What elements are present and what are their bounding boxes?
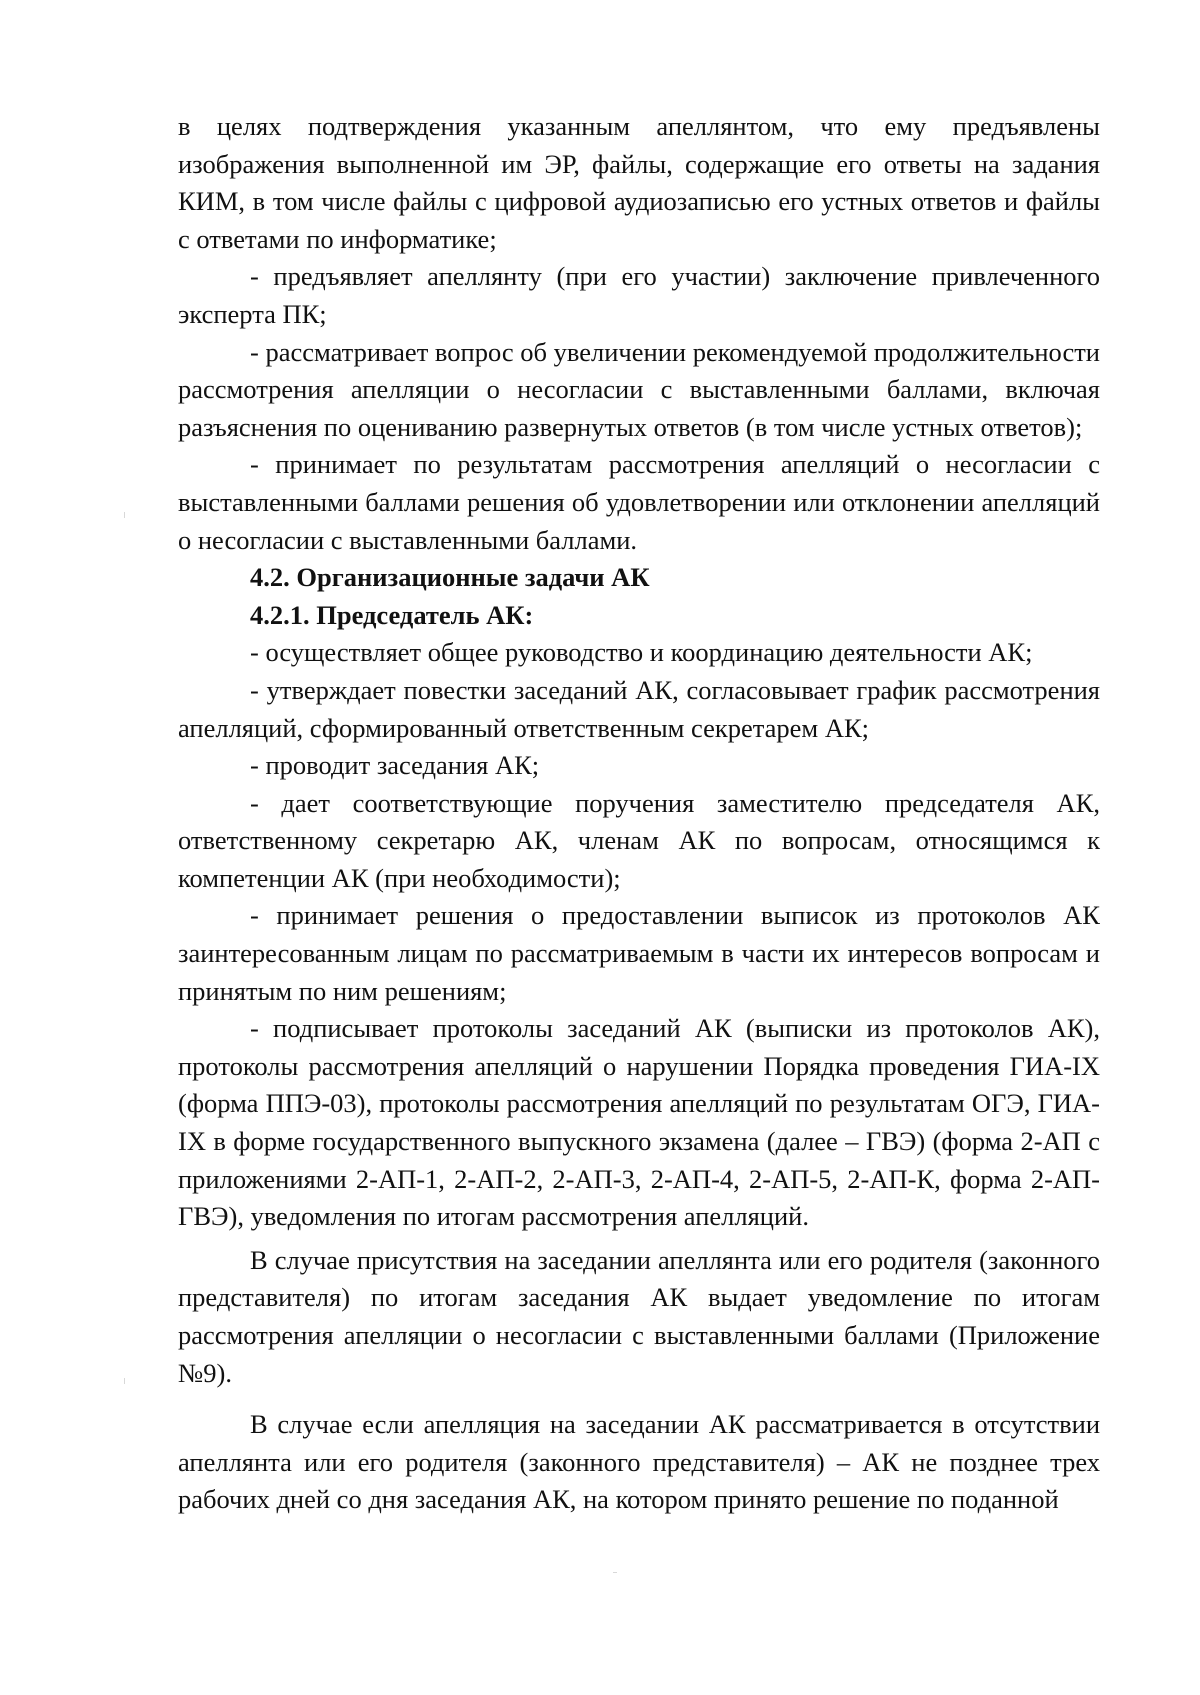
paragraph-purpose: в целях подтверждения указанным апеллянтом, что ему предъявлены изображения выполненной им ЭР, файлы, содержащие его ответы на задания КИМ, в том числе файлы с цифровой аудиозаписью его устных ответов и файлы с ответами по информатике; [178, 111, 1100, 254]
document-page [178, 108, 1100, 1519]
paragraph-agenda: - утверждает повестки заседаний АК, согласовывает график рассмотрения апелляций, сформированный ответственным секретарем АК; [178, 674, 1100, 743]
paragraph-decision: - принимает по результатам рассмотрения апелляций о несогласии с выставленными баллами решения об удовлетворении или отклонении апелляций о несогласии с выставленными баллами. [178, 449, 1100, 555]
paragraph-absence: В случае если апелляция на заседании АК рассматривается в отсутствии апеллянта или его родителя (законного представителя) – АК не позднее трех рабочих дней со дня заседания АК, на котором принято решение по поданной [178, 1409, 1100, 1515]
subsection-heading: 4.2.1. Председатель АК: [250, 599, 534, 630]
paragraph-signs-protocols: - подписывает протоколы заседаний АК (выписки из протоколов АК), протоколы рассмотрения апелляций о нарушении Порядка проведения ГИА-IX (форма ППЭ-03), протоколы рассмотрения апелляций по результатам ОГЭ, ГИА-IX в форме государственного выпускного экзамена (далее – ГВЭ) (форма 2-АП с приложениями 2-АП-1, 2-АП-2, 2-АП-3, 2-АП-4, 2-АП-5, 2-АП-К, форма 2-АП-ГВЭ), уведомления по итогам рассмотрения апелляций. [178, 1013, 1100, 1232]
paragraph-duration: - рассматривает вопрос об увеличении рекомендуемой продолжительности рассмотрения апелляции о несогласии с выставленными баллами, включая разъяснения по оцениванию развернутых ответов (в том числе устных ответов); [178, 336, 1100, 442]
paragraph-extracts: - принимает решения о предоставлении выписок из протоколов АК заинтересованным лицам по рассматриваемым в части их интересов вопросам и принятым по ним решениям; [178, 900, 1100, 1006]
paragraph-instructions: - дает соответствующие поручения заместителю председателя АК, ответственному секретарю АК, членам АК по вопросам, относящимся к компетенции АК (при необходимости); [178, 787, 1100, 893]
section-heading: 4.2. Организационные задачи АК [250, 562, 650, 593]
paragraph-presence: В случае присутствия на заседании апеллянта или его родителя (законного представителя) по итогам заседания АК выдает уведомление по итогам рассмотрения апелляции о несогласии с выставленными баллами (Приложение №9). [178, 1244, 1100, 1388]
scan-mark [613, 1572, 617, 1573]
scan-mark [124, 1378, 125, 1384]
paragraph-general-management: - осуществляет общее руководство и координацию деятельности АК; [250, 637, 1033, 668]
scan-mark [124, 512, 125, 518]
paragraph-meetings: - проводит заседания АК; [250, 750, 540, 781]
paragraph-expert-conclusion: - предъявляет апеллянту (при его участии) заключение привлеченного эксперта ПК; [178, 261, 1100, 329]
